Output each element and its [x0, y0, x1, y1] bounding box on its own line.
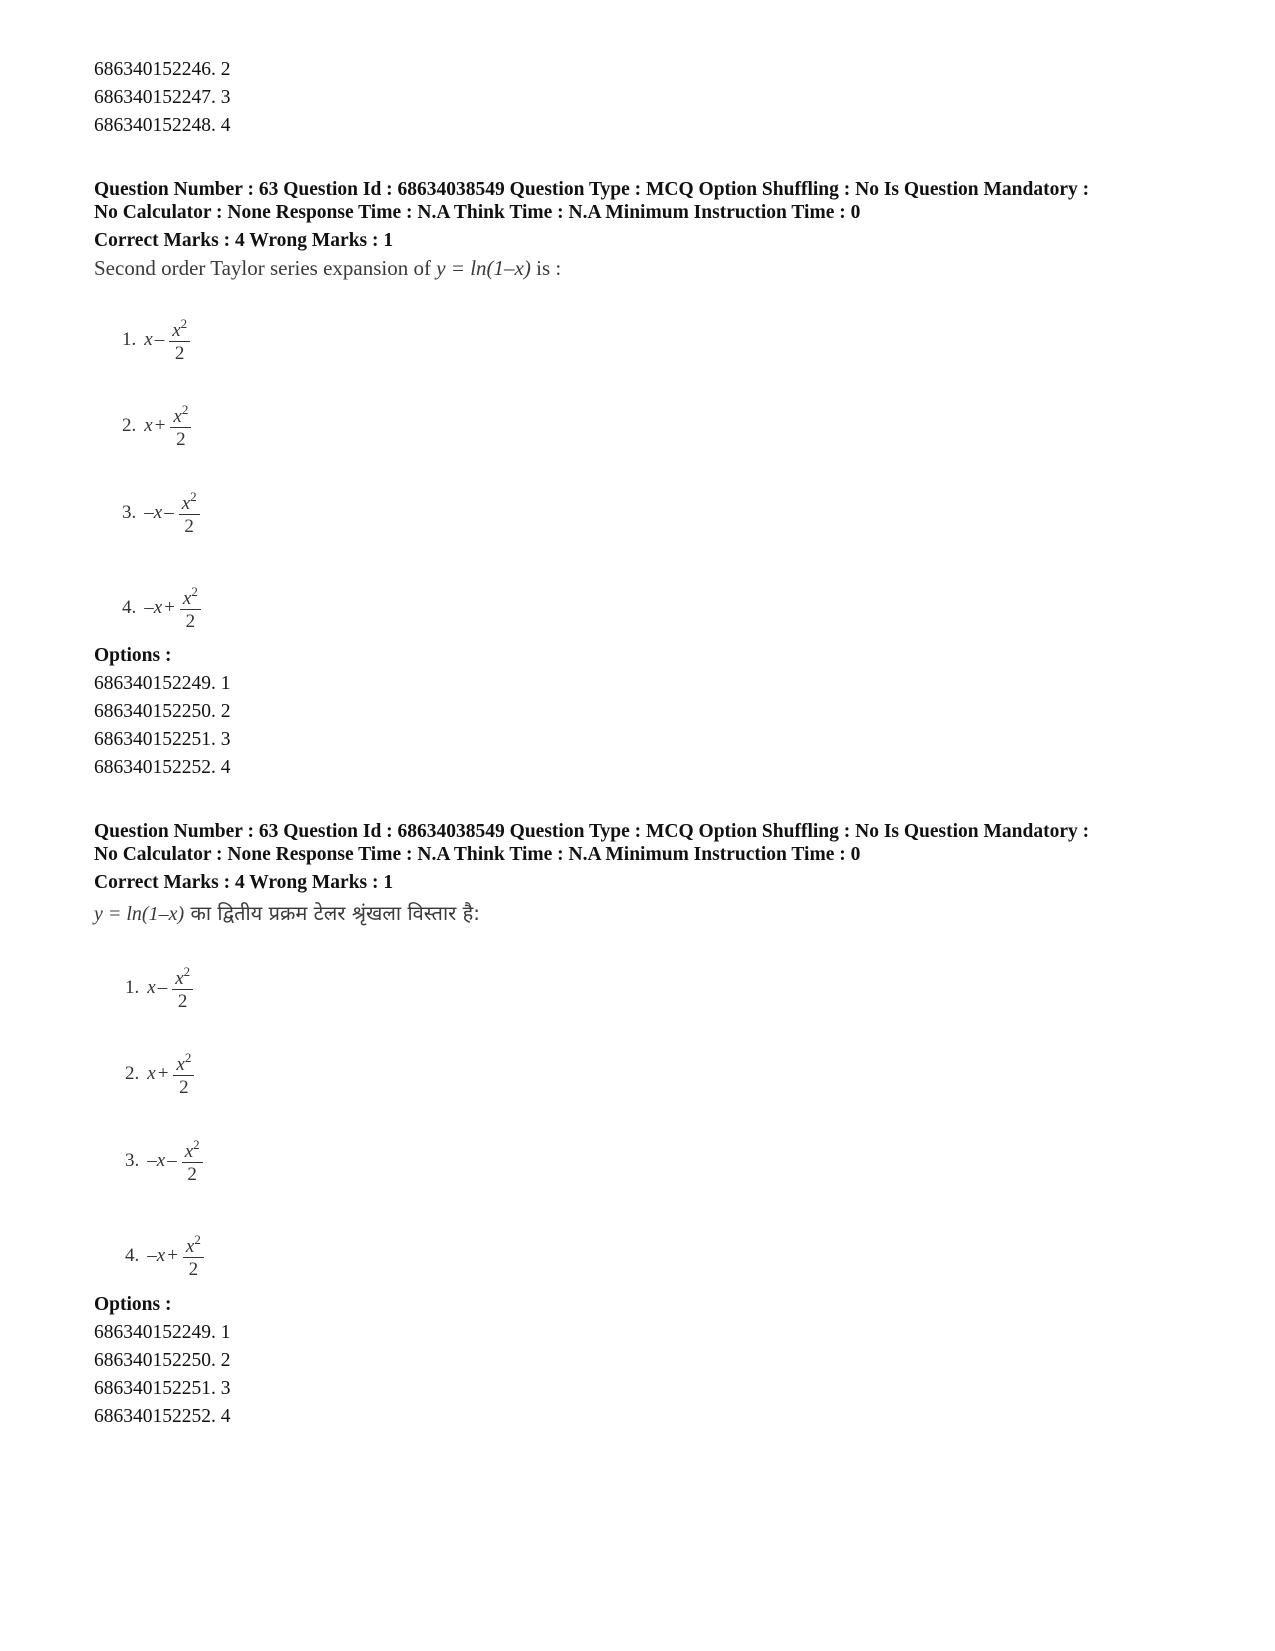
expr-sign: +	[167, 1245, 178, 1266]
choice-expression	[147, 1135, 202, 1187]
question-suffix: is :	[530, 256, 562, 280]
question-meta-line: Question Number : 63 Question Id : 68634038549 Question Type : MCQ Option Shuffling : No Is Question Mandatory :	[94, 821, 1090, 842]
fraction-numerator	[170, 400, 191, 427]
choice-expression	[144, 487, 199, 539]
expr-lead: x	[144, 415, 153, 436]
answer-choice	[122, 487, 200, 539]
numerator-exponent: 2	[181, 402, 189, 417]
question-marks: Correct Marks : 4 Wrong Marks : 1	[94, 230, 394, 251]
option-line: 686340152252. 4	[94, 757, 231, 778]
fraction-denominator: 2	[187, 1164, 197, 1185]
option-line: 686340152250. 2	[94, 1350, 231, 1371]
numerator-exponent: 2	[184, 1050, 192, 1065]
question-math: y = ln(1–x)	[94, 903, 185, 925]
expr-sign: –	[164, 502, 174, 523]
choice-number: 2.	[122, 415, 137, 436]
option-line: 686340152251. 3	[94, 1378, 231, 1399]
expr-sign: –	[167, 1150, 177, 1171]
fraction-numerator	[182, 1135, 203, 1162]
question-text	[94, 899, 480, 926]
numerator-base: x	[182, 588, 192, 609]
option-line: 686340152252. 4	[94, 1406, 231, 1427]
choice-number: 3.	[125, 1150, 140, 1171]
option-line: 686340152246. 2	[94, 59, 231, 80]
question-text	[94, 256, 561, 281]
option-line: 686340152249. 1	[94, 1322, 231, 1343]
numerator-exponent: 2	[190, 489, 197, 504]
question-suffix: का द्वितीय प्रक्रम टेलर श्रृंखला विस्तार है:	[184, 901, 481, 925]
answer-choice	[122, 314, 190, 366]
fraction-denominator: 2	[176, 429, 186, 450]
choice-expression	[147, 962, 193, 1014]
choice-number: 3.	[122, 502, 137, 523]
fraction	[169, 314, 190, 366]
expr-sign: –	[154, 329, 165, 350]
question-math: y = ln(1–x)	[436, 256, 531, 280]
fraction-numerator	[179, 487, 200, 514]
fraction	[173, 1048, 194, 1100]
fraction-numerator	[180, 582, 201, 609]
numerator-base: x	[176, 1054, 185, 1075]
choice-expression	[144, 400, 191, 452]
choice-expression	[144, 582, 201, 634]
option-line: 686340152249. 1	[94, 673, 231, 694]
numerator-exponent: 2	[180, 316, 188, 331]
option-line: 686340152250. 2	[94, 701, 231, 722]
answer-choice	[125, 962, 193, 1014]
answer-choice	[125, 1230, 204, 1282]
numerator-exponent: 2	[193, 1137, 200, 1152]
expr-sign: +	[157, 1063, 169, 1084]
expr-lead: –x	[144, 502, 163, 523]
fraction-numerator	[169, 314, 190, 341]
expr-lead: x	[144, 329, 153, 350]
choice-expression	[147, 1048, 194, 1100]
fraction	[183, 1230, 204, 1282]
question-prefix: Second order Taylor series expansion of	[94, 256, 437, 280]
choice-expression	[147, 1230, 204, 1282]
choice-number: 4.	[122, 597, 137, 618]
numerator-base: x	[175, 968, 184, 989]
fraction	[172, 962, 193, 1014]
options-label: Options :	[94, 645, 172, 666]
numerator-exponent: 2	[194, 1232, 201, 1247]
numerator-base: x	[173, 406, 182, 427]
answer-choice	[122, 400, 191, 452]
expr-lead: –x	[147, 1150, 166, 1171]
expr-lead: x	[147, 1063, 156, 1084]
fraction-numerator	[172, 962, 193, 989]
choice-expression	[144, 314, 190, 366]
choice-number: 4.	[125, 1245, 140, 1266]
option-line: 686340152247. 3	[94, 87, 231, 108]
expr-lead: x	[147, 977, 156, 998]
answer-choice	[125, 1048, 194, 1100]
fraction-denominator: 2	[185, 611, 196, 632]
numerator-exponent: 2	[183, 964, 191, 979]
numerator-exponent: 2	[191, 584, 198, 599]
option-line: 686340152251. 3	[94, 729, 231, 750]
expr-lead: –x	[144, 597, 163, 618]
question-marks: Correct Marks : 4 Wrong Marks : 1	[94, 872, 394, 893]
question-meta-line: No Calculator : None Response Time : N.A Think Time : N.A Minimum Instruction Time : 0	[94, 844, 861, 865]
fraction	[182, 1135, 203, 1187]
fraction-denominator: 2	[177, 991, 188, 1012]
fraction-denominator: 2	[188, 1259, 199, 1280]
numerator-base: x	[181, 493, 191, 514]
expr-sign: +	[154, 415, 166, 436]
fraction	[180, 582, 201, 634]
answer-choice	[122, 582, 201, 634]
fraction	[170, 400, 191, 452]
choice-number: 1.	[125, 977, 140, 998]
question-meta-line: No Calculator : None Response Time : N.A Think Time : N.A Minimum Instruction Time : 0	[94, 202, 861, 223]
answer-choice	[125, 1135, 203, 1187]
numerator-base: x	[185, 1236, 195, 1257]
question-meta-line: Question Number : 63 Question Id : 68634038549 Question Type : MCQ Option Shuffling : No Is Question Mandatory :	[94, 179, 1090, 200]
expr-lead: –x	[147, 1245, 166, 1266]
fraction-denominator: 2	[174, 343, 185, 364]
choice-number: 1.	[122, 329, 137, 350]
expr-sign: +	[164, 597, 175, 618]
fraction-denominator: 2	[179, 1077, 189, 1098]
numerator-base: x	[184, 1141, 194, 1162]
fraction	[179, 487, 200, 539]
fraction-denominator: 2	[184, 516, 194, 537]
fraction-numerator	[183, 1230, 204, 1257]
numerator-base: x	[172, 320, 181, 341]
options-label: Options :	[94, 1294, 172, 1315]
fraction-numerator	[173, 1048, 194, 1075]
choice-number: 2.	[125, 1063, 140, 1084]
option-line: 686340152248. 4	[94, 115, 231, 136]
expr-sign: –	[157, 977, 168, 998]
